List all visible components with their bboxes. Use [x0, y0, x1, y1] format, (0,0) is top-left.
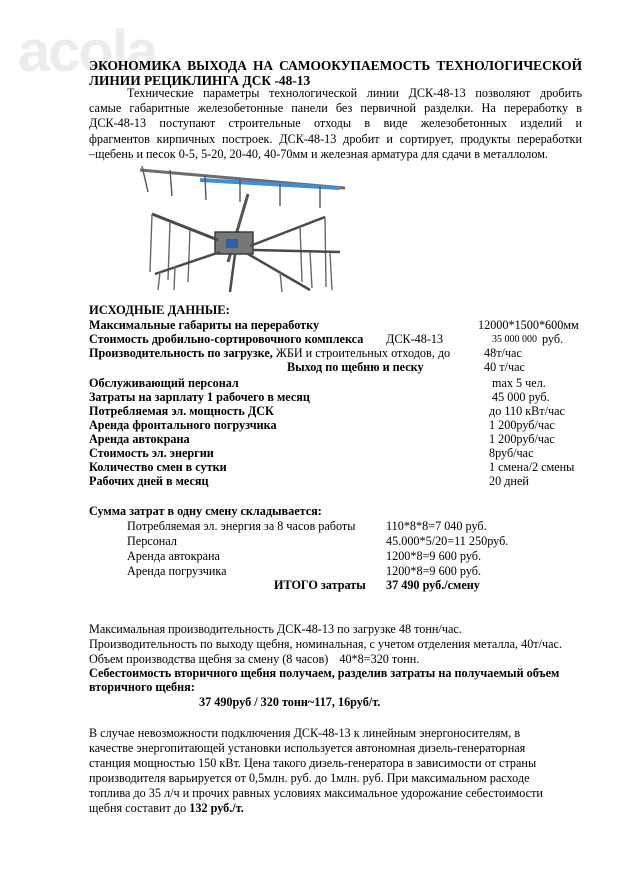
closing-line: производителя варьируется от 0,5млн. руб. до 1млн. руб. При максимальном расходе: [89, 771, 530, 785]
cost-value: 1200*8=9 600 руб.: [386, 549, 482, 563]
spec-value: 1 200руб/час: [489, 432, 555, 446]
spec-value: 35 000 000: [492, 334, 537, 345]
intro-line: фрагментов кирпичных построек. ДСК-48-13 дробит и сортирует, продукты переработки: [89, 131, 582, 146]
spec-label: Обслуживающий персонал: [89, 376, 239, 390]
watermark: acola: [18, 19, 157, 84]
summary-line: Производительность по выходу щебня, номинальная, с учетом отделения металла, 40т/час.: [89, 637, 563, 651]
spec-unit: руб.: [542, 332, 564, 346]
intro-paragraph: [89, 86, 582, 162]
spec-label: Затраты на зарплату 1 рабочего в месяц: [89, 390, 310, 404]
spec-model: ДСК-48-13: [386, 332, 444, 346]
total-value: 37 490 руб./смену: [386, 578, 480, 592]
spec-value: до 110 кВт/час: [489, 404, 565, 418]
summary-calc: 40*8=320 тонн.: [339, 652, 420, 666]
cost-label: Аренда автокрана: [127, 549, 220, 563]
spec-label-rest: ЖБИ и строительных отходов, до: [275, 346, 451, 360]
shift-costs-heading: Сумма затрат в одну смену складывается:: [89, 504, 322, 518]
spec-value: 1 смена/2 смены: [489, 460, 575, 474]
spec-label-bold: Производительность по загрузке,: [89, 346, 273, 360]
intro-line: ДСК-48-13 поступают строительные отходы в виде железобетонных изделий и: [89, 116, 582, 131]
spec-label: Аренда фронтального погрузчика: [89, 418, 277, 432]
closing-line: В случае невозможности подключения ДСК-48-13 к линейным энергоносителям, в: [89, 726, 521, 740]
spec-label: Потребляемая эл. мощность ДСК: [89, 404, 274, 418]
title-line-2: ЛИНИИ РЕЦИКЛИНГА ДСК -48-13: [89, 73, 311, 88]
cost-value: 45.000*5/20=11 250руб.: [386, 534, 509, 548]
closing-text: щебня составит до: [89, 801, 187, 815]
spec-label: Количество смен в сутки: [89, 460, 227, 474]
spec-value: max 5 чел.: [492, 376, 546, 390]
cost-label: Аренда погрузчика: [127, 564, 227, 578]
spec-label: Выход по щебню и песку: [287, 360, 424, 374]
closing-line: качестве энергопитающей установки используется автономная дизель-генераторная: [89, 741, 526, 755]
total-label: ИТОГО затраты: [274, 578, 366, 592]
cost-value: 110*8*8=7 040 руб.: [386, 519, 487, 533]
crushing-plant-image: [130, 162, 360, 297]
summary-line: Себестоимость вторичного щебня получаем, разделив затраты на получаемый объем: [89, 666, 560, 680]
closing-line: топлива до 35 л/ч и прочих равных условиях максимальное удорожание себестоимости: [89, 786, 543, 800]
spec-value: 48т/час: [484, 346, 522, 360]
spec-value: 40 т/час: [484, 360, 525, 374]
summary-text: Объем производства щебня за смену (8 часов): [89, 652, 329, 666]
spec-value: 1 200руб/час: [489, 418, 555, 432]
intro-line: самые габаритные железобетонные панели без первичной разделки. На переработку в: [89, 101, 582, 116]
intro-line: Технические параметры технологической линии ДСК-48-13 позволяют дробить: [127, 86, 582, 100]
spec-value: 12000*1500*600мм: [478, 318, 579, 332]
closing-value: 132 руб./т.: [189, 801, 244, 815]
closing-line: [89, 801, 244, 816]
specs-heading: ИСХОДНЫЕ ДАННЫЕ:: [89, 303, 230, 317]
cost-per-ton: 37 490руб / 320 тонн~117, 16руб/т.: [199, 695, 381, 709]
cost-label: Потребляемая эл. энергия за 8 часов работы: [127, 519, 356, 533]
spec-label: Стоимость дробильно-сортировочного комплекса: [89, 332, 364, 346]
closing-line: станция мощностью 150 кВт. Цена такого дизель-генератора в зависимости от страны: [89, 756, 537, 770]
spec-value: 45 000 руб.: [492, 390, 550, 404]
cost-label: Персонал: [127, 534, 177, 548]
summary-line: [89, 652, 419, 667]
cost-value: 1200*8=9 600 руб.: [386, 564, 482, 578]
spec-value: 8руб/час: [489, 446, 534, 460]
spec-label: Рабочих дней в месяц: [89, 474, 209, 488]
document-title: [89, 58, 582, 88]
summary-line: Максимальная производительность ДСК-48-13 по загрузке 48 тонн/час.: [89, 622, 462, 636]
spec-value: 20 дней: [489, 474, 529, 488]
intro-line: –щебень и песок 0-5, 5-20, 20-40, 40-70мм и железная арматура для сдачи в металлолом.: [89, 146, 548, 161]
spec-label: [89, 346, 450, 361]
spec-label: Стоимость эл. энергии: [89, 446, 214, 460]
spec-label: Аренда автокрана: [89, 432, 190, 446]
title-line-1: ЭКОНОМИКА ВЫХОДА НА САМООКУПАЕМОСТЬ ТЕХНОЛОГИЧЕСКОЙ: [89, 58, 582, 73]
summary-line: вторичного щебня:: [89, 680, 195, 694]
spec-label: Максимальные габариты на переработку: [89, 318, 320, 332]
